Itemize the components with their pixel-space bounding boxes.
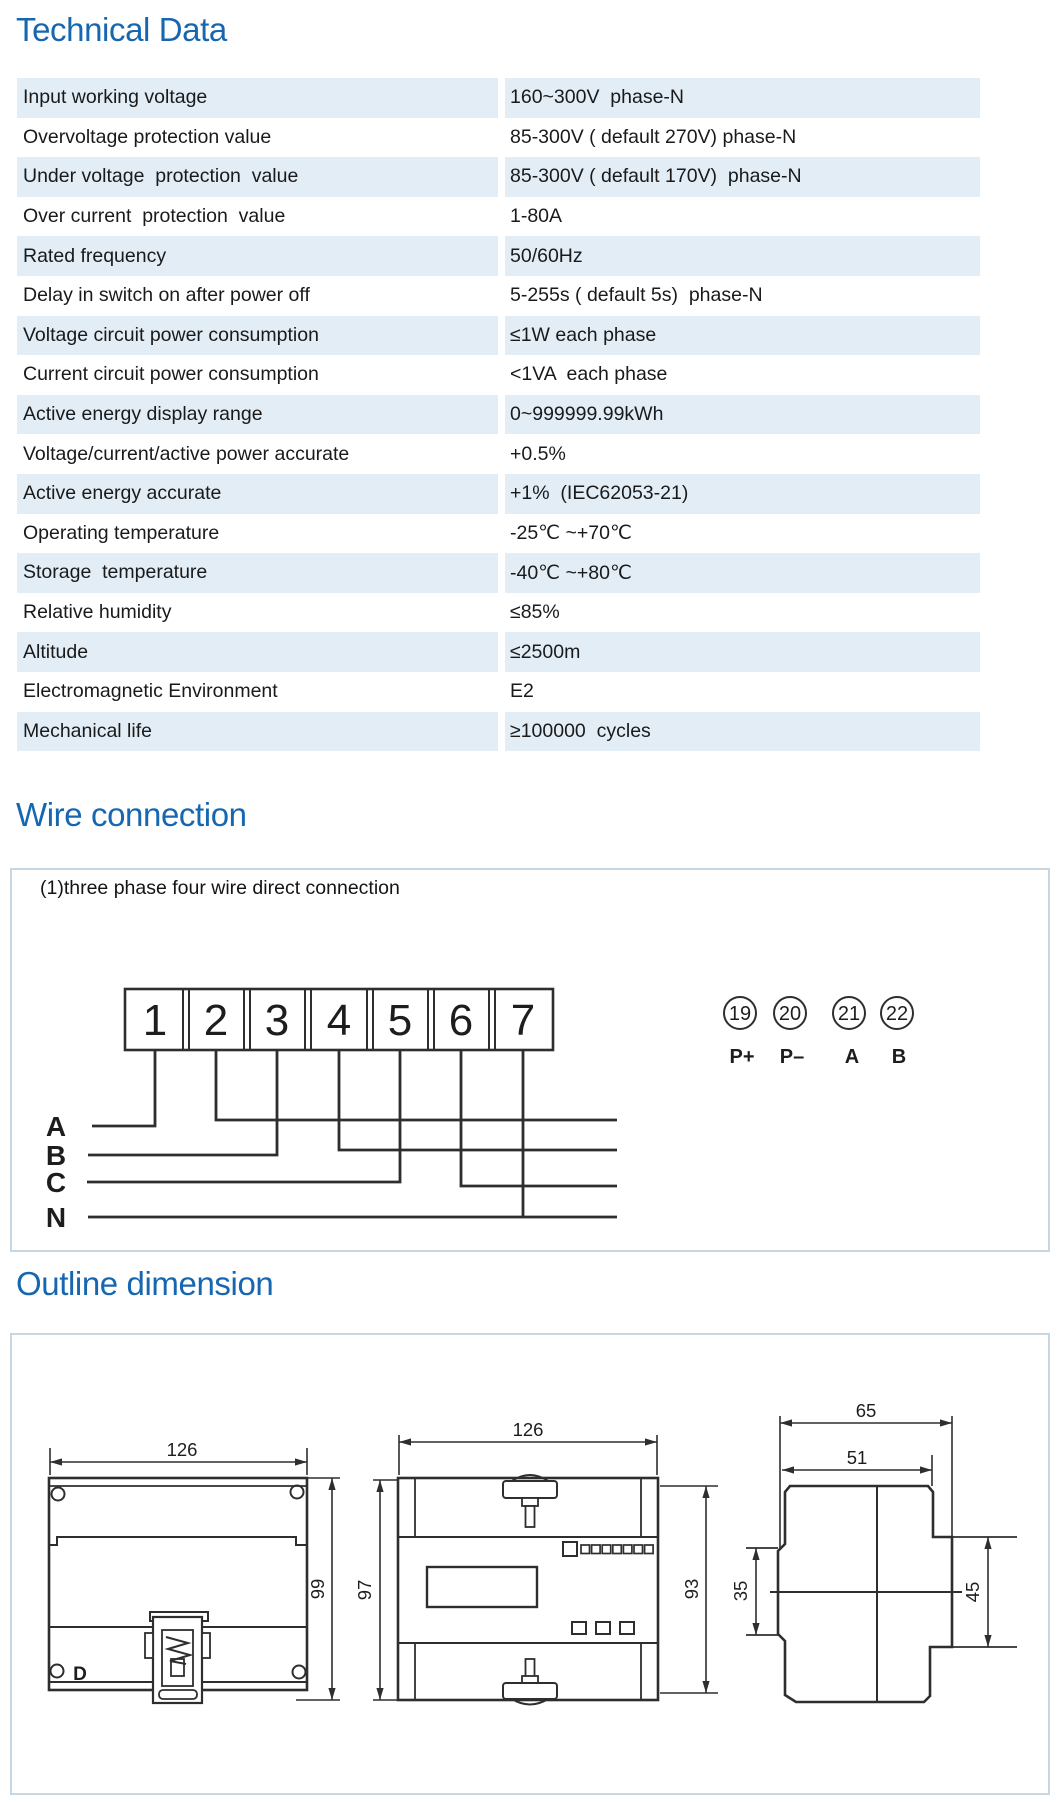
spec-value: 85-300V ( default 270V) phase-N	[510, 125, 797, 148]
spec-value: E2	[510, 680, 534, 703]
back-height-dim: 99	[307, 1578, 328, 1600]
back-width-dim: 126	[166, 1439, 198, 1460]
wire-connection-panel	[10, 868, 1050, 1252]
table-row	[17, 276, 980, 316]
spec-param: Relative humidity	[23, 601, 172, 624]
spec-param: Operating temperature	[23, 521, 220, 544]
phase-c-label: C	[45, 1167, 67, 1198]
spec-param: Storage temperature	[17, 553, 498, 593]
table-row	[17, 712, 980, 752]
table-row	[17, 593, 980, 633]
table-row	[17, 355, 980, 395]
terminal-1-label: 1	[142, 996, 168, 1045]
terminal-2-label: 2	[203, 996, 229, 1045]
terminal-6-label: 6	[448, 996, 474, 1045]
spec-value: 85-300V ( default 170V) phase-N	[505, 157, 980, 197]
phase-n-label: N	[45, 1202, 67, 1233]
outline-dimension-panel	[10, 1333, 1050, 1795]
terminal-21-function: A	[844, 1046, 860, 1068]
spec-param: Active energy display range	[17, 395, 498, 435]
spec-value: 50/60Hz	[505, 236, 980, 276]
terminal-20-num: 20	[778, 1003, 802, 1025]
outline-dimension-heading: Outline dimension	[16, 1265, 274, 1302]
terminal-22-num: 22	[885, 1003, 909, 1025]
table-row	[17, 672, 980, 712]
spec-param: Electromagnetic Environment	[23, 680, 278, 703]
spec-table	[17, 78, 980, 751]
spec-param: Input working voltage	[17, 78, 498, 118]
spec-param: Voltage circuit power consumption	[17, 316, 498, 356]
terminal-5-label: 5	[387, 996, 413, 1045]
spec-value: ≥100000 cycles	[505, 712, 980, 752]
table-row	[17, 434, 980, 474]
spec-value: 160~300V phase-N	[505, 78, 980, 118]
spec-param: Current circuit power consumption	[23, 363, 319, 386]
technical-data-heading: Technical Data	[16, 11, 227, 48]
terminal-7-label: 7	[510, 996, 536, 1045]
spec-value: +0.5%	[510, 442, 566, 465]
table-row	[17, 474, 980, 514]
front-height-left-dim: 97	[354, 1579, 375, 1601]
terminal-20-function: P–	[779, 1046, 805, 1068]
terminal-4-label: 4	[326, 996, 352, 1045]
terminal-21-num: 21	[837, 1003, 861, 1025]
side-width-top-dim: 65	[855, 1400, 877, 1421]
phase-a-label: A	[45, 1111, 67, 1142]
side-height-left-dim: 35	[730, 1580, 751, 1602]
spec-value: 1-80A	[510, 205, 563, 228]
spec-value: <1VA each phase	[510, 363, 668, 386]
table-row	[17, 553, 980, 593]
table-row	[17, 514, 980, 554]
spec-param: Overvoltage protection value	[23, 125, 272, 148]
spec-value: ≤1W each phase	[505, 316, 980, 356]
spec-param: Delay in switch on after power off	[23, 284, 310, 307]
terminal-3-label: 3	[264, 996, 290, 1045]
spec-value: +1% (IEC62053-21)	[505, 474, 980, 514]
terminal-19-num: 19	[728, 1003, 752, 1025]
spec-param: Over current protection value	[23, 205, 286, 228]
front-height-right-dim: 93	[681, 1578, 702, 1600]
din-d-label: D	[73, 1664, 87, 1685]
spec-value: ≤85%	[510, 601, 560, 624]
wire-diagram-caption: (1)three phase four wire direct connection	[40, 877, 400, 899]
spec-param: Under voltage protection value	[17, 157, 498, 197]
phase-b-label: B	[45, 1140, 67, 1171]
table-row	[17, 78, 980, 118]
spec-param: Active energy accurate	[17, 474, 498, 514]
spec-param: Altitude	[17, 632, 498, 672]
table-row	[17, 236, 980, 276]
spec-param: Voltage/current/active power accurate	[23, 442, 350, 465]
terminal-19-function: P+	[729, 1046, 755, 1068]
spec-value: 0~999999.99kWh	[505, 395, 980, 435]
wire-connection-heading: Wire connection	[16, 796, 247, 833]
table-row	[17, 316, 980, 356]
spec-param: Mechanical life	[17, 712, 498, 752]
spec-value: -40℃ ~+80℃	[505, 553, 980, 593]
table-row	[17, 157, 980, 197]
spec-value: ≤2500m	[505, 632, 980, 672]
front-width-dim: 126	[512, 1419, 544, 1440]
table-row	[17, 395, 980, 435]
terminal-22-function: B	[891, 1046, 907, 1068]
side-width-inner-dim: 51	[846, 1447, 868, 1468]
table-row	[17, 632, 980, 672]
spec-param: Rated frequency	[17, 236, 498, 276]
side-height-right-dim: 45	[962, 1581, 983, 1603]
table-row	[17, 197, 980, 237]
table-row	[17, 118, 980, 158]
spec-value: -25℃ ~+70℃	[510, 522, 632, 545]
spec-value: 5-255s ( default 5s) phase-N	[510, 284, 763, 307]
